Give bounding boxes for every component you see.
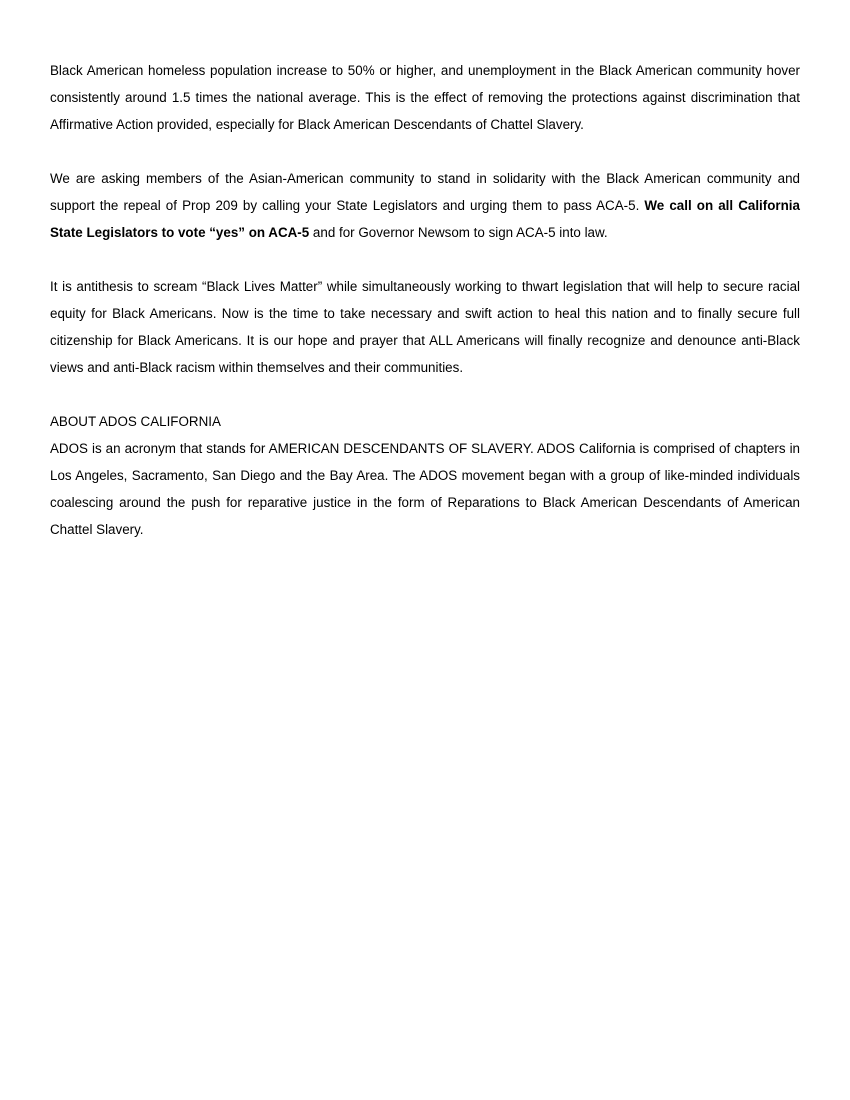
about-body: ADOS is an acronym that stands for AMERICAN DESCENDANTS OF SLAVERY. ADOS California is comprised of chapters in Los Angeles, Sacramento, San Diego and the Bay Area. The ADOS movement began with a group of like-minded individuals coalescing around the push for reparative justice in the form of Reparations to Black American Descendants of American Chattel Slavery.: [50, 441, 800, 537]
call-to-action-end: and for Governor Newsom to sign ACA-5 into law.: [309, 225, 608, 240]
about-heading: ABOUT ADOS CALIFORNIA: [50, 414, 221, 429]
paragraph-black-lives-matter: It is antithesis to scream “Black Lives Matter” while simultaneously working to thwart legislation that will help to secure racial equity for Black Americans. Now is the time to take necessary and swift action to heal this nation and to finally secure full citizenship for Black Americans. It is our hope and prayer that ALL Americans will finally recognize and denounce anti-Black views and anti-Black racism within themselves and their communities.: [50, 279, 800, 375]
call-to-action-bold: We call on all California State Legislators to vote “yes” on ACA-5: [50, 198, 800, 240]
call-to-action-text: We are asking members of the Asian-American community to stand in solidarity with the Black American community and support the repeal of Prop 209 by calling your State Legislators and urging them to pass ACA-5.: [50, 171, 800, 213]
paragraph-call-to-action: [50, 165, 800, 246]
document-page: [50, 57, 800, 543]
paragraph-homelessness: Black American homeless population increase to 50% or higher, and unemployment in the Black American community hover consistently around 1.5 times the national average. This is the effect of removing the protections against discrimination that Affirmative Action provided, especially for Black American Descendants of Chattel Slavery.: [50, 63, 800, 132]
